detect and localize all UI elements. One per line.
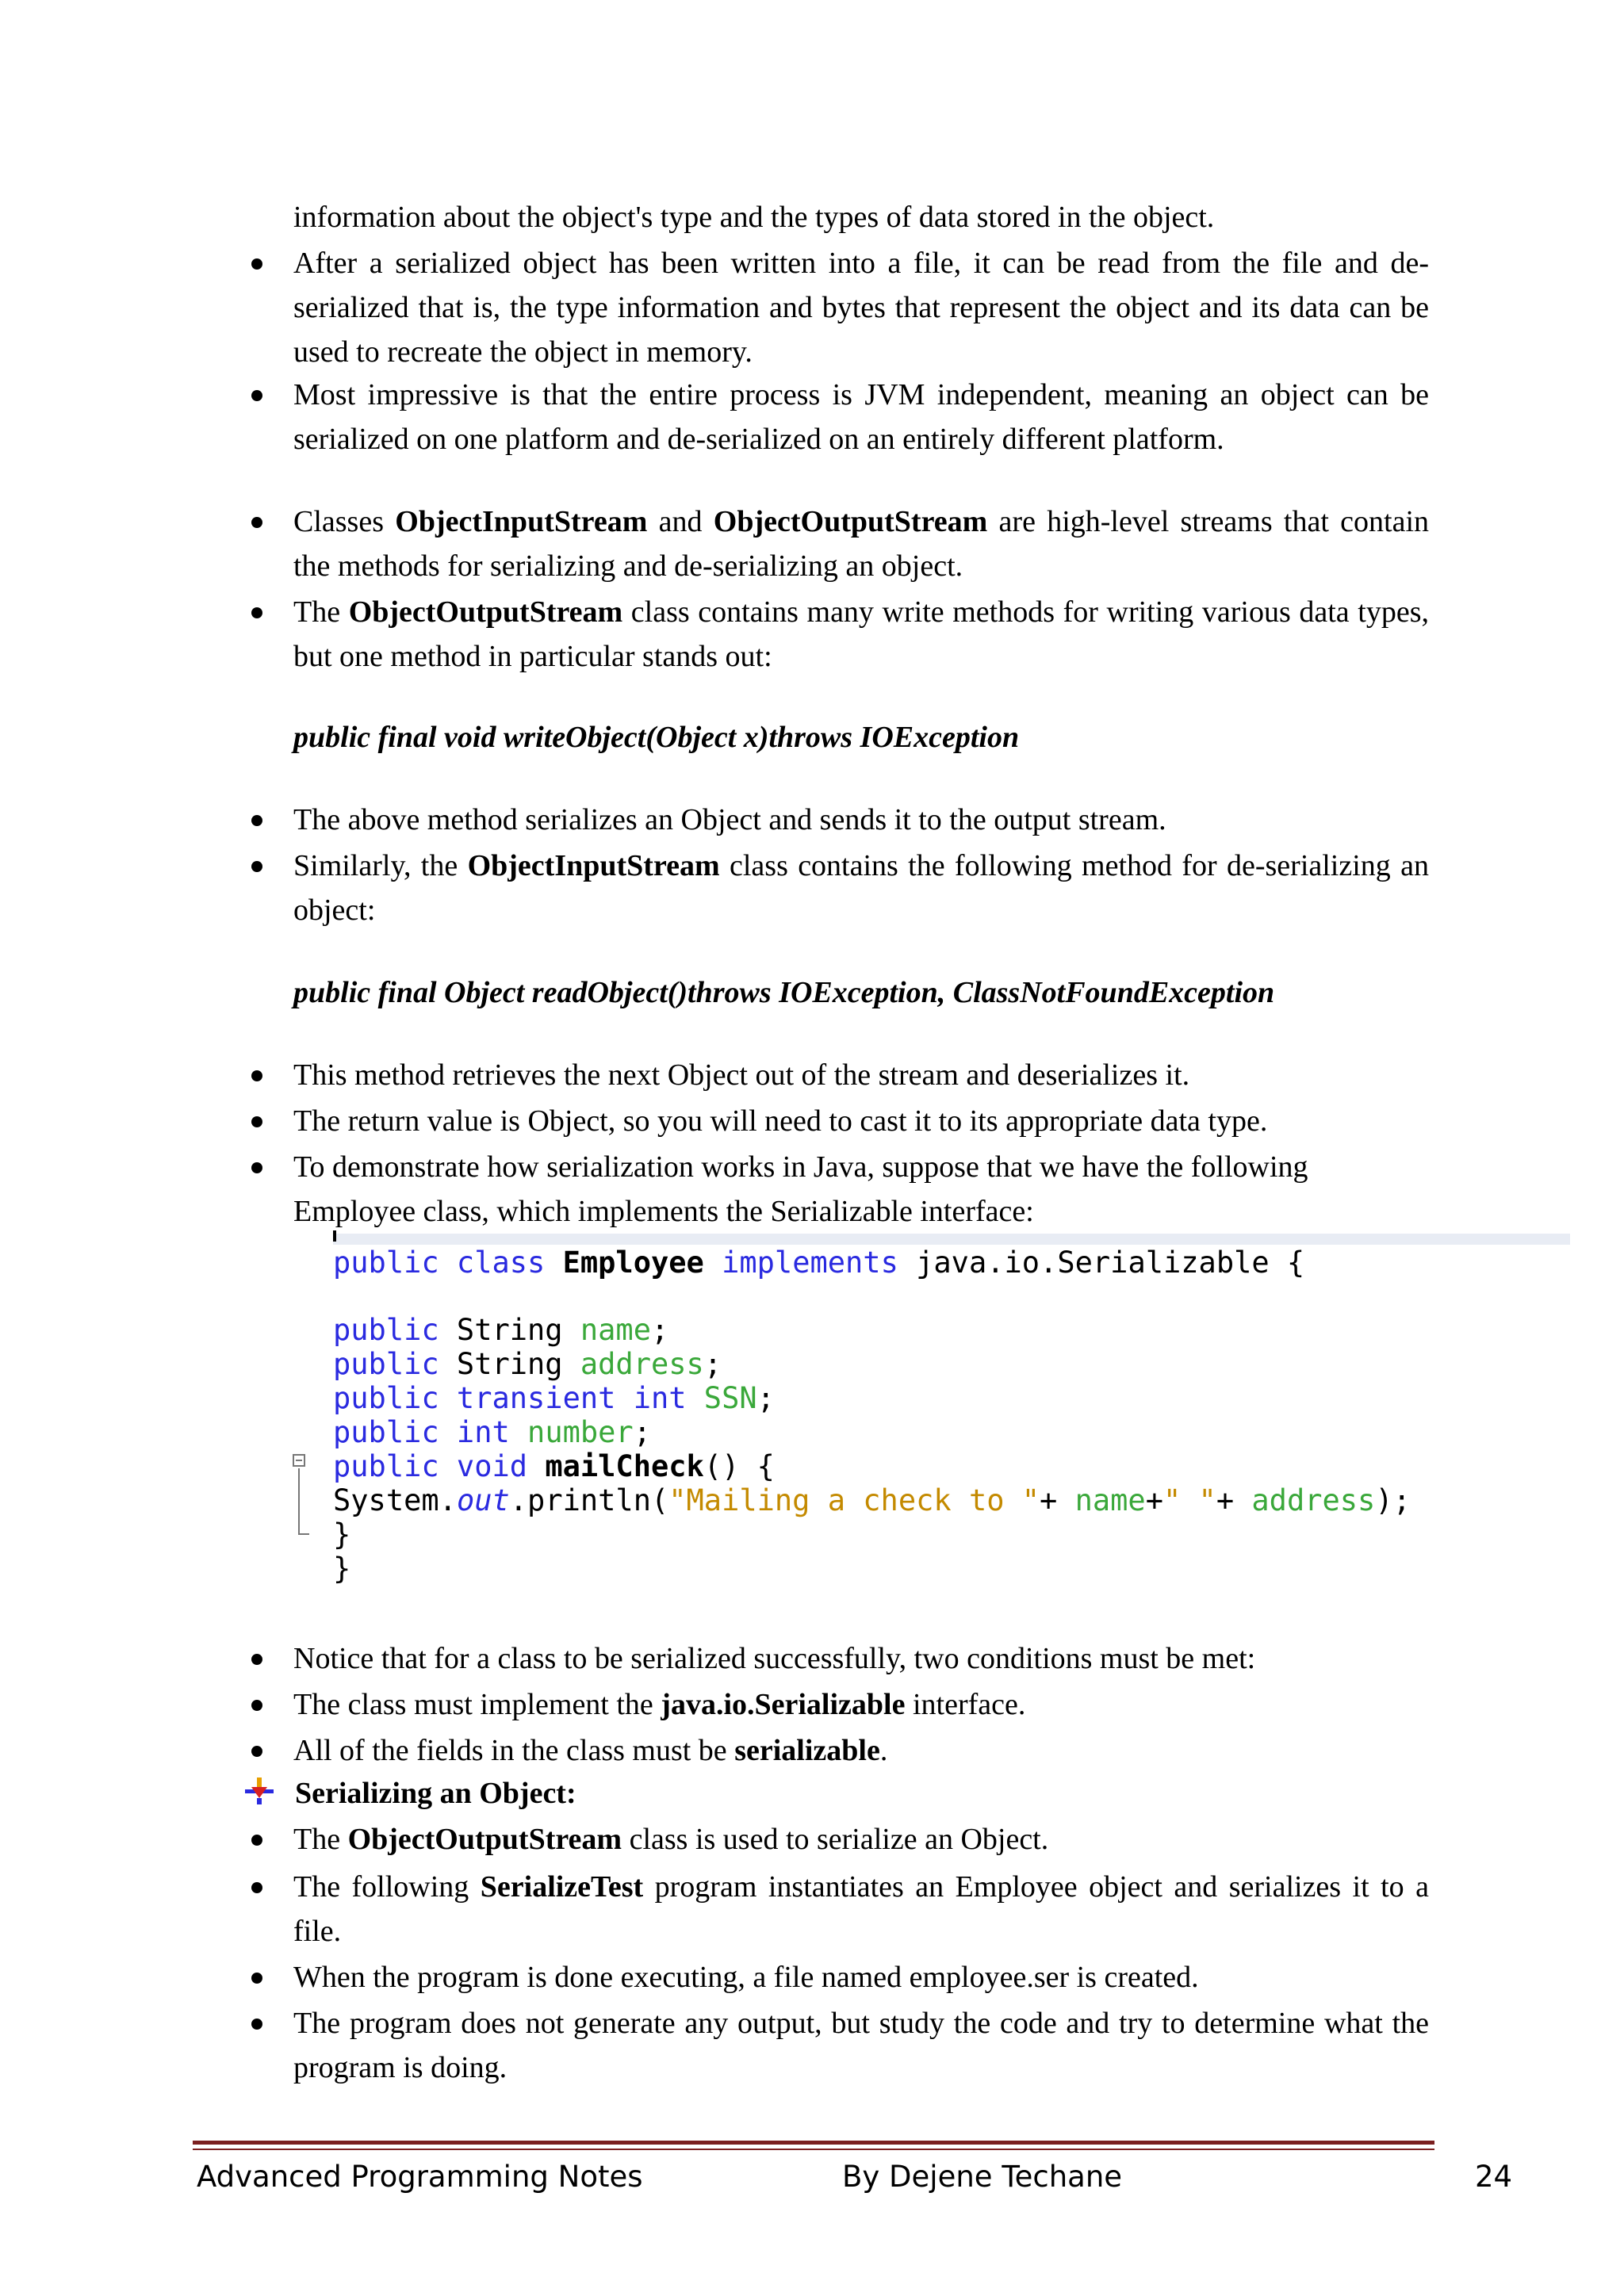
bold-term: ObjectOutputStream — [347, 1823, 622, 1856]
list-item — [293, 1865, 1429, 1954]
code-text: String — [439, 1347, 580, 1381]
code-keyword: public transient int — [333, 1381, 704, 1415]
code-text: .println( — [509, 1483, 669, 1517]
code-text: ; — [703, 1347, 722, 1381]
method-signature: public final Object readObject()throws IOException, ClassNotFoundException — [293, 976, 1275, 1009]
list-item — [293, 1682, 1429, 1727]
text-run: class is used to serialize an Object. — [622, 1823, 1049, 1856]
list-item: Most impressive is that the entire process is JVM independent, meaning an object can be serialized on one platform and de-serialized on an entirely different platform. — [293, 378, 1429, 456]
code-class-name: Employee — [562, 1246, 704, 1280]
code-keyword: implements — [703, 1246, 898, 1280]
bullet — [251, 1116, 262, 1127]
code-line — [333, 1449, 775, 1483]
list-item — [293, 499, 1429, 588]
code-keyword: public void — [333, 1449, 546, 1483]
bullet — [251, 815, 262, 826]
code-field: name — [1074, 1483, 1146, 1517]
bullet — [251, 861, 262, 872]
bold-term: ObjectOutputStream — [348, 595, 623, 629]
bullet — [251, 1973, 262, 1984]
code-field: address — [580, 1347, 704, 1381]
code-text: String — [439, 1313, 580, 1347]
code-text: + — [1145, 1483, 1163, 1517]
code-static-field: out — [456, 1483, 510, 1517]
text-run: The following — [293, 1870, 481, 1904]
text-run: class contains many write methods for writing various data types, but one method in particular stands out: — [293, 595, 1429, 673]
text-run: . — [879, 1734, 888, 1767]
text-run: class contains the following method for de-serializing an object: — [293, 849, 1429, 927]
bullet — [251, 1700, 262, 1711]
code-line — [333, 1483, 1411, 1517]
code-method-name: mailCheck — [545, 1449, 704, 1483]
footer-author: By Dejene Techane — [842, 2160, 1123, 2194]
section-heading: Serializing an Object: — [295, 1777, 576, 1810]
text-run: program instantiates an Employee object and serializes it to a file. — [293, 1870, 1429, 1948]
list-item — [293, 1817, 1429, 1862]
code-text: System. — [333, 1483, 457, 1517]
editor-current-line — [333, 1234, 1570, 1245]
code-field: SSN — [703, 1381, 757, 1415]
list-item: The above method serializes an Object and sends it to the output stream. — [293, 803, 1166, 836]
code-line — [333, 1415, 651, 1449]
list-item: Notice that for a class to be serialized successfully, two conditions must be met: — [293, 1642, 1256, 1675]
list-item: After a serialized object has been written into a file, it can be read from the file and de-serialized that is, the type information and bytes that represent the object and its data can be used to recreate the object in memory. — [293, 247, 1429, 369]
bold-term: ObjectInputStream — [395, 505, 648, 538]
code-text: ; — [756, 1381, 775, 1415]
bullet — [251, 1162, 262, 1173]
list-item: The program does not generate any output, but study the code and try to determine what the program is doing. — [293, 2007, 1429, 2084]
code-line: } — [333, 1552, 351, 1586]
footer-rule-thin — [193, 2149, 1434, 2150]
bold-term: SerializeTest — [480, 1870, 644, 1904]
text-run: The — [293, 1823, 348, 1856]
text-run: interface. — [905, 1688, 1026, 1721]
code-fold-icon[interactable] — [293, 1454, 305, 1467]
code-keyword: public class — [333, 1246, 563, 1280]
code-line — [333, 1381, 775, 1415]
code-text: ; — [633, 1415, 651, 1449]
text-run: are high-level streams that contain the methods for serializing and de-serializing an object. — [293, 505, 1430, 583]
text-run: The — [293, 595, 349, 629]
code-field: name — [580, 1313, 651, 1347]
list-item — [293, 844, 1429, 932]
code-fold-guide-end — [298, 1533, 309, 1535]
text-run: Classes — [293, 505, 396, 538]
text-run: and — [647, 505, 714, 538]
text-run: The class must implement the — [293, 1688, 661, 1721]
code-keyword: public int — [333, 1415, 528, 1449]
code-text: ); — [1375, 1483, 1411, 1517]
paragraph: information about the object's type and the types of data stored in the object. — [293, 201, 1215, 234]
bold-term: ObjectOutputStream — [713, 505, 988, 538]
code-string: "Mailing a check to " — [668, 1483, 1040, 1517]
code-field: address — [1251, 1483, 1376, 1517]
code-text: + — [1040, 1483, 1075, 1517]
text-cursor — [333, 1230, 336, 1242]
code-keyword: public — [333, 1347, 439, 1381]
code-fold-guide — [298, 1468, 300, 1535]
bold-term: ObjectInputStream — [467, 849, 720, 882]
arrow-bullet-icon — [245, 1777, 274, 1804]
code-string: " " — [1163, 1483, 1216, 1517]
list-item: This method retrieves the next Object out of the stream and deserializes it. — [293, 1058, 1190, 1092]
bullet — [251, 2019, 262, 2030]
code-text: () { — [703, 1449, 775, 1483]
text-run: Similarly, the — [293, 849, 468, 882]
code-text: java.io.Serializable { — [898, 1246, 1305, 1280]
code-text: + — [1216, 1483, 1252, 1517]
bullet — [251, 1835, 262, 1846]
list-item: When the program is done executing, a file named employee.ser is created. — [293, 1961, 1199, 1994]
bullet — [251, 517, 262, 528]
bold-term: serializable — [734, 1734, 880, 1767]
footer-title: Advanced Programming Notes — [197, 2160, 643, 2194]
list-item: To demonstrate how serialization works in Java, suppose that we have the following Employee class, which implements the Serializable interface: — [293, 1150, 1308, 1228]
bullet — [251, 1654, 262, 1665]
bullet — [251, 1746, 262, 1757]
code-text: ; — [650, 1313, 669, 1347]
bullet — [251, 607, 262, 618]
code-keyword: public — [333, 1313, 439, 1347]
code-field: number — [527, 1415, 634, 1449]
footer-rule — [193, 2141, 1434, 2145]
bullet — [251, 1070, 262, 1081]
bullet — [251, 1882, 262, 1893]
text-run: All of the fields in the class must be — [293, 1734, 735, 1767]
list-item — [293, 1728, 1429, 1773]
method-signature: public final void writeObject(Object x)throws IOException — [293, 721, 1020, 754]
bullet — [251, 258, 262, 270]
bullet — [251, 390, 262, 401]
code-line: } — [333, 1517, 351, 1552]
list-item: The return value is Object, so you will need to cast it to its appropriate data type. — [293, 1104, 1268, 1138]
page-number: 24 — [1475, 2160, 1513, 2194]
code-line — [333, 1246, 1304, 1280]
bold-term: java.io.Serializable — [661, 1688, 906, 1721]
code-line — [333, 1347, 722, 1381]
code-line — [333, 1313, 668, 1347]
list-item — [293, 590, 1429, 679]
